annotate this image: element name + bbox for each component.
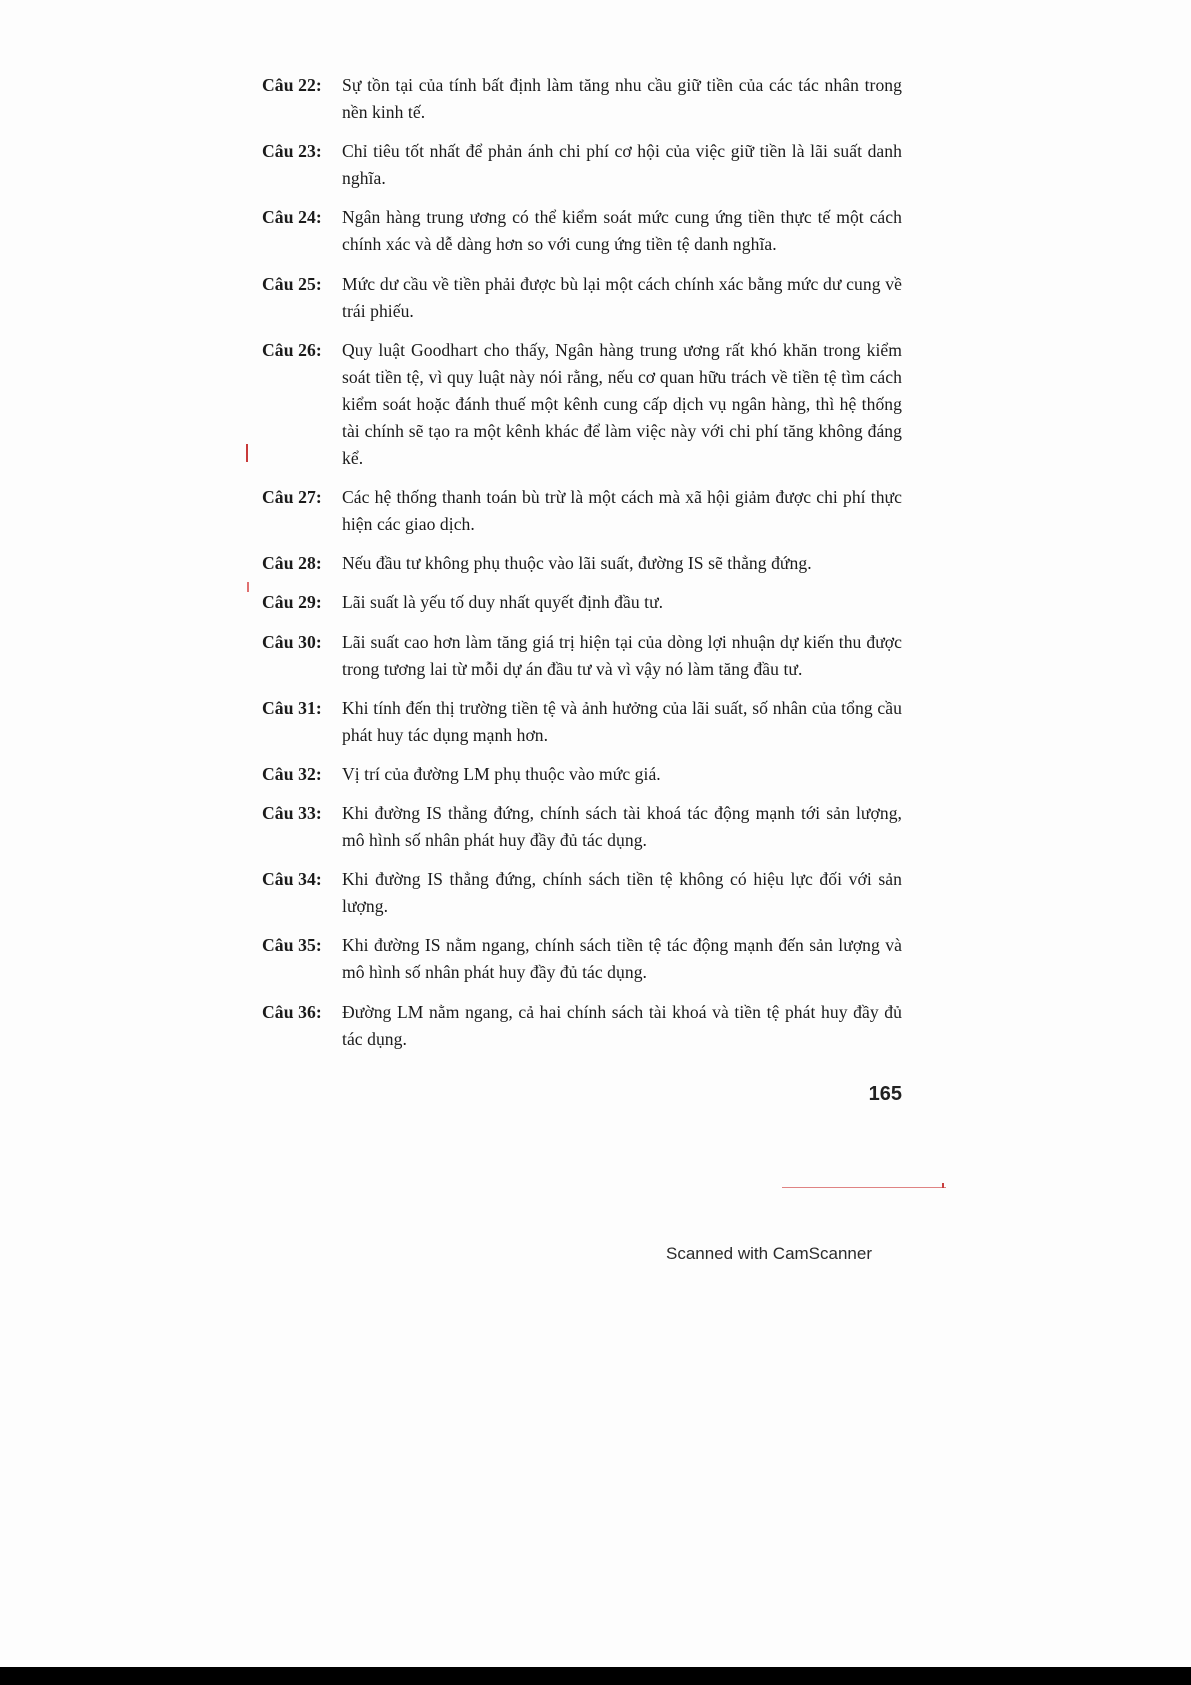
question-text: Quy luật Goodhart cho thấy, Ngân hàng trung ương rất khó khăn trong kiểm soát tiền tệ, vì quy luật này nói rằng, nếu cơ quan hữu trách về tiền tệ tìm cách kiểm soát hoặc đánh thuế một kênh cung cấp dịch vụ ngân hàng, thì hệ thống tài chính sẽ tạo ra một kênh khác để làm việc này với chi phí tăng không đáng kể. xyxy=(342,339,902,468)
question-number: Câu 26: xyxy=(262,339,322,360)
question-item xyxy=(262,337,902,472)
question-item xyxy=(262,271,902,325)
question-number: Câu 35: xyxy=(262,935,322,956)
question-number: Câu 25: xyxy=(262,273,322,294)
page-number: 165 xyxy=(868,1083,902,1105)
question-text: Khi đường IS thẳng đứng, chính sách tiền tệ không có hiệu lực đối với sản lượng. xyxy=(342,869,902,917)
scan-edge-tick xyxy=(942,1183,944,1188)
question-item xyxy=(262,138,902,192)
question-item xyxy=(262,550,902,577)
question-number: Câu 36: xyxy=(262,1001,322,1022)
question-text: Các hệ thống thanh toán bù trừ là một cách mà xã hội giảm được chi phí thực hiện các giao dịch. xyxy=(342,486,902,534)
question-item xyxy=(262,866,902,920)
question-item xyxy=(262,800,902,854)
question-text: Khi tính đến thị trường tiền tệ và ảnh hưởng của lãi suất, số nhân của tổng cầu phát huy tác dụng mạnh hơn. xyxy=(342,697,902,745)
question-text: Nếu đầu tư không phụ thuộc vào lãi suất, đường IS sẽ thẳng đứng. xyxy=(342,553,812,574)
margin-mark xyxy=(247,582,249,592)
bottom-band xyxy=(0,1667,1191,1685)
question-number: Câu 29: xyxy=(262,592,322,613)
question-number: Câu 30: xyxy=(262,631,322,652)
question-text: Lãi suất cao hơn làm tăng giá trị hiện tại của dòng lợi nhuận dự kiến thu được trong tương lai từ mỗi dự án đầu tư và vì vậy nó làm tăng đầu tư. xyxy=(342,631,902,679)
question-text: Lãi suất là yếu tố duy nhất quyết định đầu tư. xyxy=(342,592,664,613)
scanner-watermark: Scanned with CamScanner xyxy=(666,1244,873,1263)
question-text: Sự tồn tại của tính bất định làm tăng nhu cầu giữ tiền của các tác nhân trong nền kinh tế. xyxy=(342,75,902,122)
question-text: Ngân hàng trung ương có thể kiểm soát mức cung ứng tiền thực tế một cách chính xác và dễ dàng hơn so với cung ứng tiền tệ danh nghĩa. xyxy=(342,207,902,255)
question-text: Khi đường IS nằm ngang, chính sách tiền tệ tác động mạnh đến sản lượng và mô hình số nhân phát huy đầy đủ tác dụng. xyxy=(342,935,902,983)
question-text: Mức dư cầu về tiền phải được bù lại một cách chính xác bằng mức dư cung về trái phiếu. xyxy=(342,273,902,321)
scan-edge-line xyxy=(782,1187,946,1188)
question-number: Câu 33: xyxy=(262,803,322,824)
question-item xyxy=(262,589,902,616)
question-text: Khi đường IS thẳng đứng, chính sách tài khoá tác động mạnh tới sản lượng, mô hình số nhân phát huy đầy đủ tác dụng. xyxy=(342,803,902,851)
question-number: Câu 27: xyxy=(262,486,322,507)
question-item xyxy=(262,932,902,986)
question-list xyxy=(262,72,902,1065)
question-number: Câu 31: xyxy=(262,697,322,718)
question-number: Câu 32: xyxy=(262,763,322,784)
question-number: Câu 22: xyxy=(262,75,322,95)
question-item xyxy=(262,204,902,258)
question-item xyxy=(262,761,902,788)
question-number: Câu 23: xyxy=(262,141,322,162)
question-text: Chỉ tiêu tốt nhất để phản ánh chi phí cơ hội của việc giữ tiền là lãi suất danh nghĩa. xyxy=(342,141,902,189)
margin-mark xyxy=(246,444,248,462)
question-item xyxy=(262,999,902,1053)
question-item xyxy=(262,484,902,538)
question-number: Câu 34: xyxy=(262,869,322,890)
question-item xyxy=(262,629,902,683)
question-item xyxy=(262,72,902,126)
question-text: Vị trí của đường LM phụ thuộc vào mức giá. xyxy=(342,763,661,784)
question-number: Câu 28: xyxy=(262,553,322,574)
question-text: Đường LM nằm ngang, cả hai chính sách tài khoá và tiền tệ phát huy đầy đủ tác dụng. xyxy=(342,1001,902,1049)
question-number: Câu 24: xyxy=(262,207,322,228)
question-item xyxy=(262,695,902,749)
